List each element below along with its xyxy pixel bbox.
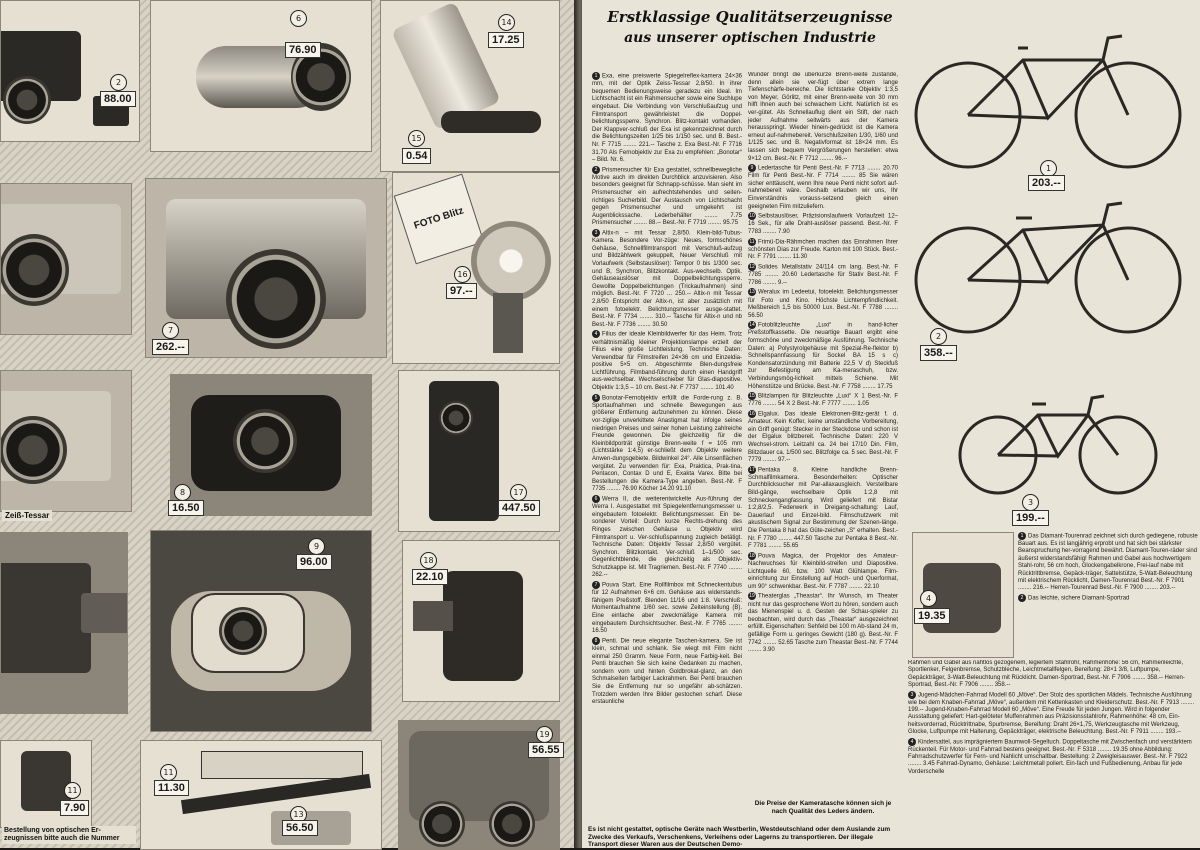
- entry-3: 3 Altix-n – mit Tessar 2,8/50. Klein-bild-Tubus-Kamera. Besondere Vor-züge: Neues, formschönes Gehäuse, Schnellfilmtransport mit Verschluß-aufzug und Bildzählwerk gekuppelt, Neuer Verschluß mit Vorlaufwerk (Selbstauslöser): Tempor 0 bis 1/300 sec. und B, Synchron, Blitzkontakt. Aus-wechselb. Optik. Gehäuseauslöser mit Doppelbelichtungssperre. Gewollte Doppelbelichtungen (Trickaufnahmen) sind möglich. Best.-Nr. F 7720 ... 250.-- Altix-n mit Tessar 2,8/50 Entspricht der Altix-n, ist aber zusätzlich mit einem fotoelektr. Belichtungsmesser ausge-stattet. Best.-Nr. F 7734 ........ 310.-- Tasche für Altix-n und nb Best.-Nr. F 7736 ........ 30.50: [592, 230, 742, 328]
- bicycle-text-column: [1018, 532, 1198, 658]
- price-footnote: Die Preise der Kameratasche können sich je nach Qualität des Leders ändern.: [754, 800, 892, 815]
- item-badge-9: 9: [308, 538, 325, 555]
- bike-badge-3: 3: [1022, 494, 1039, 511]
- bike-entry-2-details: Rahmen und Gabel aus nahtlos gezogenem, legiertem Stahlrohr, Rahmenhöhe: 56 cm, Rahmenleichte, Sportlenker, Felgenbremse, Schutzbleche, Leichtmetallfelgen, Bereifung: 28×1 3/8, Luftpumpe, Gepäckträger, 3-Watt-Beleuchtung mit Rücklicht. Damen-Sportrad, Best.-Nr. F 7906 ........ 358.-- Herren-Sportrad, Best.-Nr. F 7906 ........ 358.--: [908, 660, 1185, 689]
- item-badge-19: 19: [536, 726, 553, 743]
- price-tag-9: 96.00: [296, 554, 332, 570]
- export-notice: Es ist nicht gestattet, optische Geräte nach Westberlin, Westdeutschland oder dem Auslande zum Zwecke des Verkaufs, Verschenkens, Verleihens oder Lagerns zu transportieren. Der illegale Transport dieser Waren aus der Deutschen Demo-: [588, 826, 891, 848]
- entry-15: 15 Blitzlampen für Blitzleuchte „Luxi“ X 1 Best.-Nr. F 7776 ........ 54 X 2 Best.-Nr. F 7777 ........ 1.05: [748, 393, 898, 408]
- item-badge-13: 13: [290, 806, 307, 823]
- description-column-1: [592, 72, 742, 754]
- item-badge-18: 18: [420, 552, 437, 569]
- price-tag-6: 76.90: [285, 42, 321, 58]
- bonotar-lens-photo: [150, 0, 372, 152]
- item-badge-6: 6: [290, 10, 307, 27]
- entry-8: 8 Penti. Die neue elegante Taschen-kamera. Sie ist klein, schmal und schlank. Sie wiegt mit Film nicht einmal 250 Gramm. Neue Form, neue Farbig-keit. Bei Penti brauchen Sie sich keine Gedanken zu machen, sondern vorn und hinten Goldbrokat-glanz, an den Schmalseiten farbiger Lackrahmen. Bei Penti brauchen Sie die Entfernung nur so ungefähr ab-schätzen. Trotzdem werden Ihre Bilder gestochen scharf. Diese erstaunliche: [592, 637, 742, 706]
- heading-line-2: aus unserer optischen Industrie: [624, 30, 876, 46]
- item-badge-17: 17: [510, 484, 527, 501]
- altix-camera-photo: [0, 183, 132, 335]
- price-tag-11: 11.30: [154, 780, 189, 796]
- price-tag-18: 22.10: [412, 569, 448, 585]
- entry-14: 14 Fotoblitzleuchte „Luxi“ in hand-licher Preßstoffkassette. Die neuartige Bauart ergibt eine formschöne und zweckmäßige Ausführung. Technische Daten: a) Polystyrolgehäuse mit Spezial-Re-flektor b) Schnellspannfassung für Sockel BA 15 s c) Kondensatorzündung mit Batterie 22,5 V d) Steckfuß zur Befestigung am Ka-meraschuh, bzw. Verbindungsmög-lichkeit mittels Schiene. Mit Höhenstütze und Brücke. Best.-Nr. F 7758 ........ 17.75: [748, 322, 898, 390]
- item-badge-11: 11: [160, 764, 177, 781]
- bike-price-1: 203.--: [1028, 175, 1065, 191]
- entry-10: 10 Selbstauslöser, Präzisionslaufwerk Vorlaufzeit 12–16 Sek., für alle Draht-auslöser passend. Best.-Nr. F 7783 ........ 7.90: [748, 213, 898, 236]
- item-badge-12: 11: [64, 782, 81, 799]
- price-tag-12: 7.90: [60, 800, 89, 816]
- description-column-2: [748, 72, 898, 792]
- item-badge-7: 7: [162, 322, 179, 339]
- filius-projector-photo: [0, 532, 128, 714]
- bike-entry-2: 2 Das leichte, sichere Diamant-Sportrad: [1018, 594, 1198, 603]
- entry-7: 7 Pouva Start. Eine Rollfilmbox mit Schneckentubus für 12 Aufnahmen 6×6 cm. Gehäuse aus widerstands-fähigem Preßstoff. Blenden 11/16 und 1:8. Verschluß: Momentaufnahme 1/60 sec. sowie Zeiteinstellung (B). Eine einfache aber zweckmäßige Kamera mit eingebautem Durchsichtsucher. Best.-Nr. F 7765 ........ 16.50: [592, 582, 742, 635]
- item-badge-16: 16: [454, 266, 471, 283]
- entry-2: 2 Prismensucher für Exa gestattet, schnellbewegliche Motive auch im direkten Durchblick anzuvisieren. Also besonders geeignet für Schnapp-schüsse. Man sieht im Prismensucher ein aufrechtstehendes und seiten-richtiges Sucherbild. Der Austausch von Lichtschacht gegen Prismensucher und umgekehrt ist Augenblickssache. Lederbehälter ........ 7.75 Prismensucher ........ 88.-- Best.-Nr. F 7719 ........ 95.75: [592, 166, 742, 227]
- entry-1: 1 Exa, eine preiswerte Spiegelreflex-kamera 24×36 mm, mit der Optik Zeiss-Tessar 2,8/50. In ihrer bequemen Bedienungsweise geradezu ein Ideal. Im Lichtschacht ist ein Rahmensucher sowie eine Suchlupe eingebaut. Die Verbindung von Verschlußaufzug und Filmtransport gewährleistet die Doppel-belichtungssperre. Synchron. Blitz-kontakt vorhanden. Der Klappver-schluß der Exa ist gekennzeichnet durch die Belichtungszeiten 1/25 bis 1/150 sec. und B. Best.-Nr. F 7715 ........ 221.-- Tasche z. Exa Best.-Nr. F 7716 31.70 Als Fernobjektiv zur Exa zu empfehlen: „Bonotar“ – Bild. Nr. 6.: [592, 73, 742, 164]
- entry-9: 9 Ledertasche für Penti Best.-Nr. F 7713 ........ 20.70 Film für Penti Best.-Nr. F 7714 ........ 85 Sie wären sicher enttäuscht, wenn Ihre neue Penti nicht sofort auf-nahmebereit wäre. Deshalb erlauben wir uns, Ihr Einverständnis vorauss-setzend gleich einen geeigneten Film mitzuliefern.: [748, 165, 898, 210]
- zeiss-tessar-caption: Zeiß-Tessar: [2, 510, 52, 521]
- price-tag-16: 97.--: [446, 283, 477, 299]
- bike-entry-4: 4 Kindersattel, aus imprägniertem Baumwoll-Segeltuch. Doppeltasche mit Zwischenfach und verstärktem Rückenteil. Für Motor- und Fahrrad bestens geeignet. Best.-Nr. F 5318 ........ 19.35 ohne Abbildung: Fahrradschutzwerfer für Fern- und Nahlicht umschaltbar. Bestellung: 2 Zweigleisauswer. Best.-Nr. F 7922 ........ 3.45 Fahrrad-Dynamo, Gehäuse: Leichtmetall poliert. Ein-fach und Fußbedienung, Anbau für jede Vorderschelle: [908, 738, 1192, 775]
- entry-13: 13 Weralux im Ledeetui, fotoelektr. Belichtungsmesser für Foto und Kino. Höchste Lichtempfindlichkeit. Meßbereich 1,5 bis 50000 Lux. Best.-Nr. F 7788 ........ 56.50: [748, 289, 898, 319]
- item-badge-15: 15: [408, 130, 425, 147]
- bicycle-illustrations: [908, 0, 1200, 530]
- catalog-heading: [600, 8, 900, 46]
- bike-badge-4: 4: [920, 590, 937, 607]
- price-tag-8: 16.50: [168, 500, 204, 516]
- price-tag-19: 56.55: [528, 742, 564, 758]
- theastar-binoculars-photo: [398, 720, 560, 850]
- entry-18: 18 Pouva Magica, der Projektor des Amateur-Nachwuchses für Kleinbild-streifen und Diapositive. Lichtquelle 60, bzw. 100 Watt Glühlampe. Film-einrichtung zur Einstellung auf Hoch- und Querformat, um 90° schwenkbar. Best.-Nr. F 7787 ........ 22.10: [748, 552, 898, 590]
- entry-5: 5 Bonotar-Fernobjektiv erfüllt die Forde-rung z. B. Sportaufnahmen und schnelle Bewegungen aus größerer Entfernung aufzunehmen zu können. Diese vor-ziglige unverkittete Anastigmat hat infolge seines niedrigen Preises und seiner hohen Leistung zahlreiche Freunde gewonnen. Die gleichzeitig für die Kleinbildporträt günstige Brenn-weite f = 105 mm (Lichtstärke 1:4,5) er-schließt dem Objektiv weitere Anwen-dungsgebiete. Bildwinkel 24°. Alle Linsenflächen vergütet. Zu verwenden für: Exa, Praktica, Prak-tina, Pentacon, Contax D und E, Exakta Varex. Bitte bei Bestellungen die Kamera-Type angeben. Best.-Nr. F 7735 ........ 76.90 Köcher 14.20 91.10: [592, 394, 742, 493]
- bicycle-text-bottom: [908, 660, 1198, 846]
- bike-badge-2: 2: [930, 328, 947, 345]
- item-badge-8: 8: [174, 484, 191, 501]
- bike-entry-3: 3 Jugend-Mädchen-Fahrrad Modell 60 „Möve“. Der Stolz des sportlichen Mädels. Technische Ausführung wie bei dem Knaben-Fahrrad „Möve“, außerdem mit Kettenkasten und Kleiderschutz. Best.-Nr. F 7913 ........ 199.-- Jugend-Knaben-Fahrrad Modell 60 „Möve“. Eine Freude für jeden Jungen. Wird in folgender Ausstattung geliefert: Hart-gelöteter Muffenrahmen aus Präzisionsstahlrohr, Rahmenhöhe: 48 cm, Ein-heitsvorderrad, Rücktrittnabe, Spurbremse, Bereifung: Draht 26×1,75, Werkzeugtasche mit Werkzeug, Glocke, Luftpumpe mit Halterung, Gepäckträger, elektrische Beleuchtung. Best.-Nr. F 7911 ........ 193.--: [908, 691, 1195, 736]
- entry-19: 19 Theaterglas „Theastar“. Ihr Wunsch, im Theater nicht nur das gesprochene Wort zu hören, sondern auch das Mienenspiel u. d. Gesten der Schau-spieler zu beobachten, wird durch das „Theastar“ ausgezeichnet erfüllt. Eigenschaften: Sehfeld bei 100 m Ab-stand 24 m, gefällige Form u. geringes Gewicht (180 g). Best.-Nr. F 7742 ........ 52.65 Tasche zum Theastar Best.-Nr. F 7744 ........ 3.90: [748, 593, 898, 654]
- order-instruction-caption: Bestellung von optischen Er- zeugnissen bitte auch die Nummer: [2, 826, 136, 844]
- bike-price-3: 199.--: [1012, 510, 1049, 526]
- bike-badge-1: 1: [1040, 160, 1057, 177]
- item-badge-2: 2: [110, 74, 127, 91]
- price-tag-14: 17.25: [488, 32, 524, 48]
- entry-6: 6 Werra II, die weiterentwickelte Aus-führung der Werra I. Ausgestattet mit Spiegelentfernungsmesser u. eingebautem fotoelektr. Belichtungsmesser. Ein be-sonderer Vorteil: Durch kurze Rechts-drehung des Ringes zwischen Gehäuse u. Objektiv wird Filmtransport u. Ver-schlußspannung zugleich betätigt. Technische Daten: Objektiv Tessar 2,8/50 vergütet. Synchron. Blitzkontakt. Ver-schluß 1–1/500 sec. Gegenlichtblende, die gleichzeitig als Objektiv-Schutzkappe ist. Mit Tragriemen. Best.-Nr. F 7740 ........ 262.--: [592, 495, 742, 579]
- entry-8-continued: Wunder bringt die überkurze Brenn-weite zustande, denn allein sie ver-fügt über extrem lange Tiefenschärfe-bereiche. Die lichtstarke Objektiv 1:3,5 von Meyer, Görlitz, mit einer Brenn-weite von 30 mm hilft Ihnen auch bei schwachem Licht. Natürlich ist es ver-gütet. Als Schnellauflug dient ein Stift, der nach jeder Aufnahme seitwärts aus der Kamera herausspringt. Wieder hinein-gedrückt ist die Kamera erneut auf-nahmebereit. Verschlußzeiten 1/30, 1/60 und 1/125 sec. und B. Negativformat ist 18×24 mm. Es lassen sich bequem Vergrößerungen herstellen: etwa 9×12 cm. Best.-Nr. F 7712 ........ 96.--: [748, 72, 898, 162]
- bike-price-4: 19.35: [914, 608, 950, 624]
- left-page-photo-grid: [0, 0, 578, 848]
- penti-hand-photo: [150, 530, 372, 732]
- foto-blitz-label: FOTO Blitz: [394, 174, 485, 265]
- price-tag-13: 56.50: [282, 820, 318, 836]
- bicycle-drawings: [908, 0, 1200, 530]
- werra-camera-photo: [145, 178, 387, 358]
- bike-price-2: 358.--: [920, 345, 957, 361]
- entry-11: 11 Frimü-Dia-Rähmchen machen das Einrahmen Ihrer schönsten Dias zur Freude. Karton mit 100 Stück. Best.-Nr. F 7791 ........ 11.30: [748, 238, 898, 261]
- luxi-flash-photo: [380, 0, 560, 172]
- entry-4: 4 Filius der ideale Kleinbildwerfer für das Heim. Trotz verhältnismäßig kleiner Projektionslampe erzielt der Filius eine große Lichtleistung. Technische Daten: Verwendbar für Filmstreifen 24×36 cm und Einzeldia-positive 5×5 cm. Abgeschirmte Blen-dungsfreie Lichtführung. Filmband-führung durch einen Handgriff aus-wechselbar. Wechselschieber für Glas-diapositive. Objektiv 1:3,5 – 10 cm. Best.-Nr. F 7737 ........ 101.40: [592, 331, 742, 392]
- price-tag-7: 262.--: [152, 339, 189, 355]
- foto-blitz-box-photo: [392, 172, 560, 364]
- exa-camera-photo: [0, 0, 140, 142]
- price-tag-2: 88.00: [100, 91, 136, 107]
- exa-ii-camera-photo: [0, 370, 132, 512]
- heading-line-1: Erstklassige Qualitätserzeugnisse: [607, 8, 893, 26]
- pouva-start-photo: [170, 374, 372, 516]
- item-badge-14: 14: [498, 14, 515, 31]
- price-tag-15: 0.54: [402, 148, 431, 164]
- bike-entry-1: 1 Das Diamant-Tourenrad zeichnet sich durch gediegene, robuste Bauart aus. Es ist langjährig erprobt und hat sich bei stärkster Beanspruchung her-vorragend bewährt. Diamant-Touren-räder sind äußerst widerstandsfähig! Rahmen und Gabel aus hochwertigem Stahl-rohr, 56 cm hoch, Glockengabelkrone, Frei-lauf nabe mit Rücktrittbremse, Gepäck-träger, Sattelstütze, 5-Watt-Beleuchtung mit elektrischem Rücklicht, Damen-Tourenrad Best.-Nr. F 7901 ........ 216.-- Herren-Tourenrad Best.-Nr. F 7900 ........ 203.--: [1018, 533, 1198, 592]
- entry-17: 17 Pentaka 8. Kleine handliche Brenn-Schmalfilmkamera. Besonderheiten: Optischer Durchblicksucher mit Par-allaxausgleich. Verstellbare Bild-gänge, wechselbare Optik 1:2,8 mit Schneckengangfassung. Wird geliefert mit Bistar 1:2,8/2,5. Federwerk in Dreigang-schaltung: Lauf, Dauerlauf und Einzel-bild. Filmschutzwerk mit akustischem Signal zur Bestimmung der Szenen-länge. Die Pentaka 8 hat das Güte-zeichen „S“ erhalten. Best.-Nr. F 7780 ........ 447.50 Tasche zur Pentaka 8 Best.-Nr. F 7781 ........ 55.65: [748, 466, 898, 550]
- entry-16: 16 Elgalux. Das ideale Elektronen-Blitz-gerät f. d. Amateur. Kein Koffer, keine umständliche Vorbereitung, ein Griff genügt: Stecker in der Steckdose und schon ist der Elgalux blitzbereit. Technische Daten: 220 V Wechsel-strom. Leitzahl ca. 24 bei 17/10 Din. Film, Blitzdauer ca. 1/500 sec. Blitzfolge ca. 5 sec. Best.-Nr. F 7779 ........ 97.--: [748, 410, 898, 464]
- entry-12: 12 Solides Metallstativ 24/114 cm lang. Best.-Nr. F 7785 ........ 20.60 Ledertasche für Stativ Best.-Nr. F 7786 ........ 9.--: [748, 263, 898, 286]
- price-tag-17: 447.50: [498, 500, 540, 516]
